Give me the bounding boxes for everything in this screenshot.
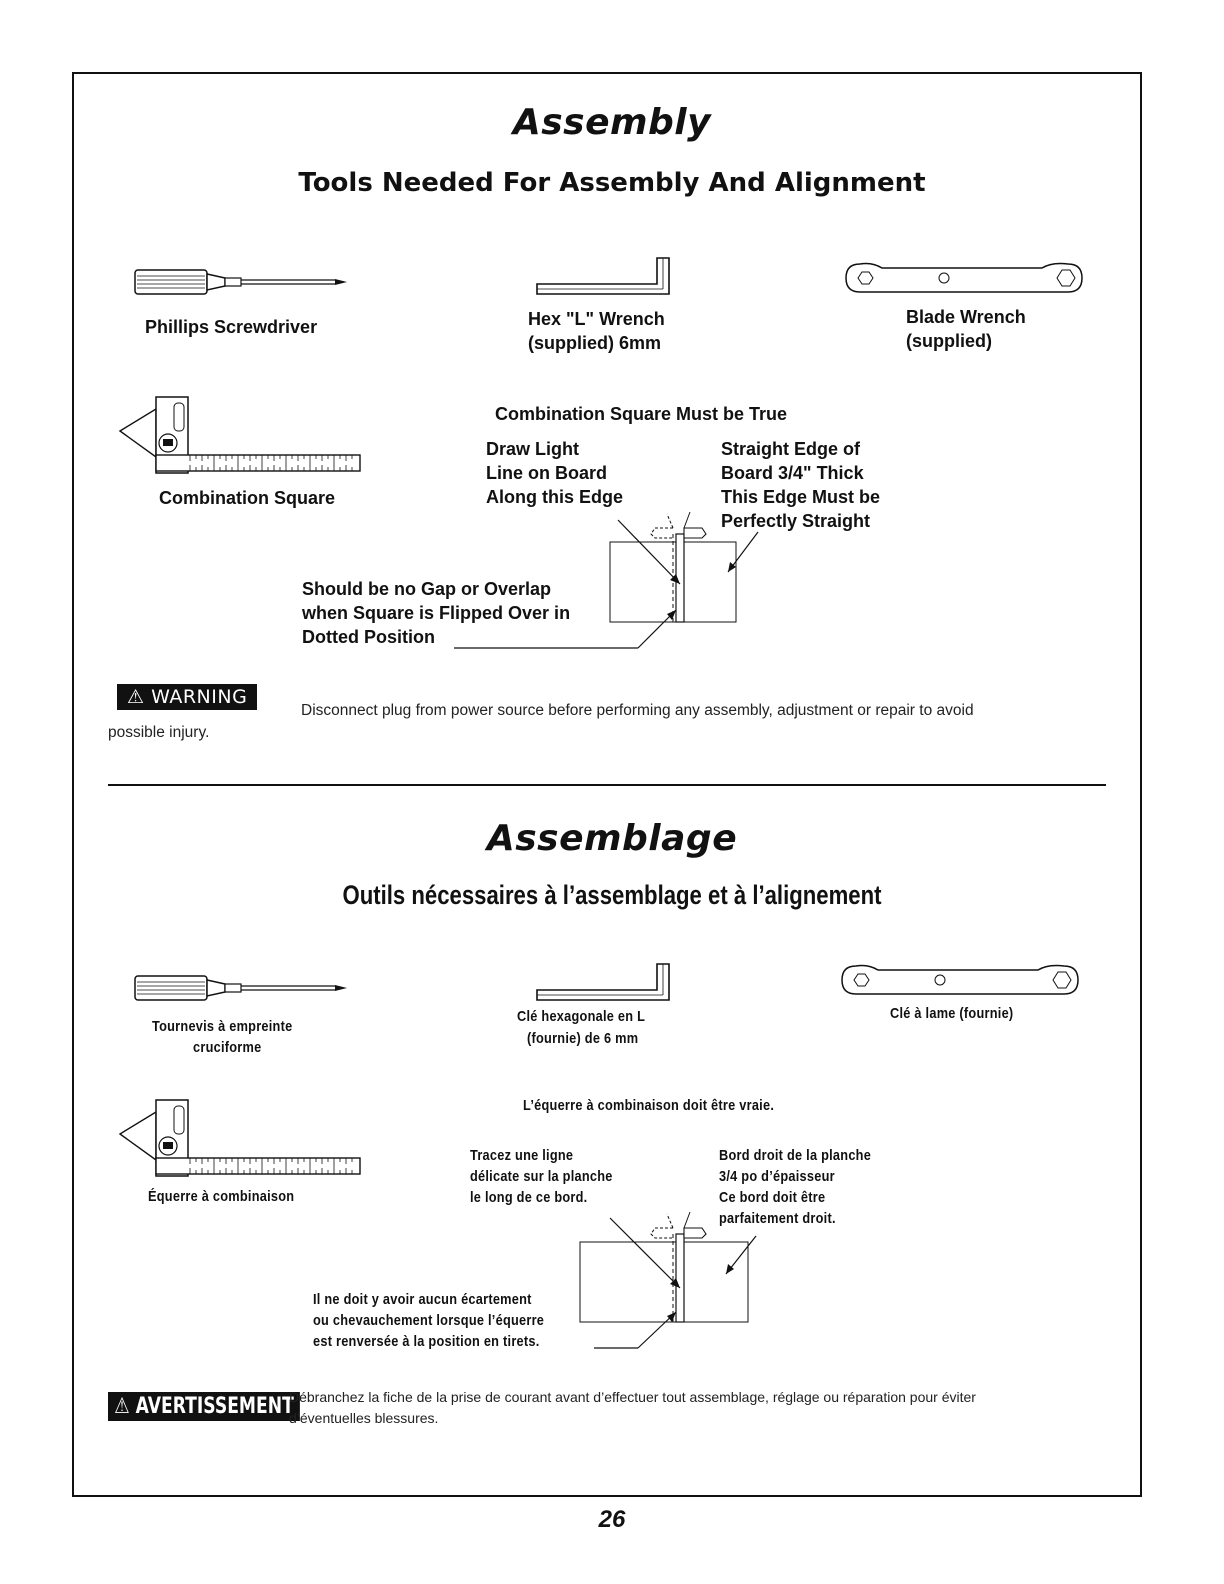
- diagram-right-4-fr: parfaitement droit.: [719, 1210, 836, 1227]
- diagram-left-3-fr: le long de ce bord.: [470, 1189, 588, 1206]
- tool-label-screwdriver-fr-2: cruciforme: [193, 1039, 262, 1056]
- section-title-en: Assembly: [512, 102, 712, 143]
- hex-l-wrench-icon-fr: [535, 962, 675, 1004]
- tool-label-hex-fr-1: Clé hexagonale en L: [517, 1008, 646, 1025]
- warning-text-fr-2: d’éventuelles blessures.: [289, 1410, 439, 1426]
- page-number: 26: [598, 1506, 626, 1533]
- tool-label-blade-2: (supplied): [906, 331, 992, 351]
- combination-square-icon: [118, 395, 363, 480]
- diagram-left-2-en: Line on Board: [486, 463, 607, 483]
- section-subtitle-fr: Outils nécessaires à l’assemblage et à l’alignement: [342, 880, 882, 910]
- tool-label-hex-1: Hex "L" Wrench: [528, 309, 665, 329]
- tool-label-hex-fr-2: (fournie) de 6 mm: [527, 1030, 639, 1047]
- warning-label-fr: AVERTISSEMENT: [135, 1394, 294, 1419]
- tool-label-blade-1: Blade Wrench: [906, 307, 1026, 327]
- diagram-right-3-en: This Edge Must be: [721, 487, 881, 507]
- diagram-right-4-en: Perfectly Straight: [721, 511, 871, 531]
- warning-text-en-1: Disconnect plug from power source before performing any assembly, adjustment or repair to avoid: [301, 702, 974, 719]
- hex-l-wrench-icon: [535, 256, 675, 298]
- blade-wrench-icon-fr: [838, 960, 1083, 1000]
- tool-label-square-fr: Équerre à combinaison: [148, 1188, 295, 1205]
- phillips-screwdriver-icon: [135, 268, 350, 298]
- warning-triangle-icon: ⚠: [127, 686, 145, 708]
- diagram-bottom-3-fr: est renversée à la position en tirets.: [313, 1333, 540, 1350]
- diagram-bottom-1-en: Should be no Gap or Overlap: [302, 579, 552, 599]
- section-title-fr: Assemblage: [486, 818, 738, 859]
- diagram-right-2-fr: 3/4 po d’épaisseur: [719, 1168, 835, 1185]
- blade-wrench-icon: [842, 258, 1087, 298]
- diagram-left-1-fr: Tracez une ligne: [470, 1147, 574, 1164]
- warning-badge-en: [117, 684, 257, 710]
- section-divider: [108, 784, 1106, 786]
- diagram-left-2-fr: délicate sur la planche: [470, 1168, 613, 1185]
- tool-label-screwdriver-fr-1: Tournevis à empreinte: [152, 1018, 293, 1035]
- diagram-heading-en: Combination Square Must be True: [495, 404, 788, 424]
- board-square-diagram-fr: [428, 1206, 768, 1356]
- tool-label-square: Combination Square: [159, 488, 336, 508]
- diagram-bottom-2-fr: ou chevauchement lorsque l’équerre: [313, 1312, 545, 1329]
- warning-label-en: WARNING: [151, 686, 248, 708]
- warning-badge-fr: [108, 1392, 300, 1421]
- board-square-diagram: [440, 506, 760, 656]
- diagram-left-1-en: Draw Light: [486, 439, 579, 459]
- diagram-bottom-1-fr: Il ne doit y avoir aucun écartement: [313, 1291, 532, 1308]
- tool-label-hex-2: (supplied) 6mm: [528, 333, 662, 353]
- phillips-screwdriver-icon-fr: [135, 974, 350, 1004]
- diagram-left-3-en: Along this Edge: [486, 487, 623, 507]
- tool-label-screwdriver: Phillips Screwdriver: [145, 317, 318, 337]
- warning-triangle-icon-fr: ⚠: [114, 1394, 130, 1419]
- warning-text-en-2: possible injury.: [108, 724, 210, 741]
- diagram-right-1-en: Straight Edge of: [721, 439, 860, 459]
- diagram-bottom-3-en: Dotted Position: [302, 627, 435, 647]
- diagram-right-2-en: Board 3/4" Thick: [721, 463, 864, 483]
- section-subtitle-en: Tools Needed For Assembly And Alignment: [298, 168, 926, 198]
- diagram-bottom-2-en: when Square is Flipped Over in: [302, 603, 571, 623]
- diagram-heading-fr: L’équerre à combinaison doit être vraie.: [523, 1097, 775, 1114]
- warning-text-fr-1: Débranchez la fiche de la prise de courant avant d’effectuer tout assemblage, réglage ou réparation pour éviter: [289, 1389, 976, 1405]
- diagram-right-3-fr: Ce bord doit être: [719, 1189, 826, 1206]
- diagram-right-1-fr: Bord droit de la planche: [719, 1147, 872, 1164]
- tool-label-blade-fr: Clé à lame (fournie): [890, 1005, 1014, 1022]
- combination-square-icon-fr: [118, 1098, 363, 1183]
